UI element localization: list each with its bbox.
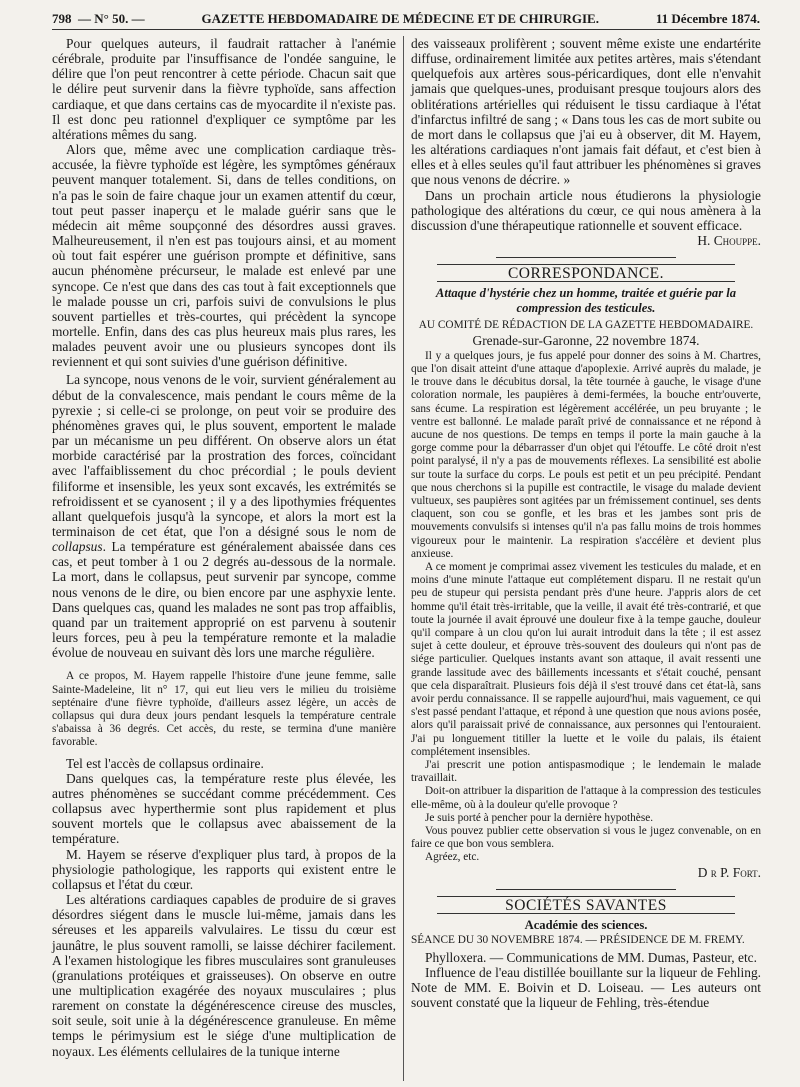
paragraph: Doit-on attribuer la disparition de l'attaque à la compression des testicules elle-même, où à la douleur qu'elle provoque ?: [411, 785, 761, 811]
section-heading-societes: SOCIÉTÉS SAVANTES: [437, 896, 735, 914]
signature: H. Chouppe.: [697, 233, 761, 249]
separator-rule: [496, 889, 676, 890]
paragraph: Il y a quelques jours, je fus appelé pour donner des soins à M. Chartres, que l'on disait atteint d'une attaque d'apoplexie. Arrivé auprès du malade, je le trouve dans le décubitus dorsal, la tête tournée à gauche, le visage d'une coloration normale, les paupières à demi-fermées, la bouche entr'ouverte, sans écume. La respiration est légèrement accélérée, un peu bruyante ; le ventre est ballonné. Le malade paraît privé de connaissance et ne répond à aucune de nos questions. De temps en temps il porte la main gauche à la gorge comme pour la débarrasser d'un objet qui l'étouffe. Le côté droit n'est point paralysé, il n'y a pas de mouvements réflexes. La sensibilité est abolie sur toute la surface du corps. Le pouls est petit et un peu précipité. Pendant que nous cherchons si la pupille est contractile, le visage du malade devient vultueux, ses paupières sont agitées par un frémissement continuel, ses dents claquent, son cou se gonfle, et les bras et les jambes sont pris de mouvements convulsifs si intenses qu'il n'a pas fallu moins de trois hommes vigoureux pour le maintenir. La respiration s'accélère et devient plus anxieuse.: [411, 349, 761, 560]
paragraph: Agréez, etc.: [425, 851, 480, 864]
letter-body: [411, 350, 761, 865]
addressee: AU COMITÉ DE RÉDACTION DE LA GAZETTE HEBDOMADAIRE.: [418, 319, 754, 332]
paragraph: Phylloxera. — Communications de MM. Dumas, Pasteur, etc.: [425, 949, 757, 965]
subsection-title: Académie des sciences.: [524, 917, 648, 932]
paragraph: J'ai prescrit une potion antispasmodique ; le lendemain le malade travaillait.: [411, 759, 761, 785]
article-title: Attaque d'hystérie chez un homme, traitée et guérie par la compression des testicules.: [435, 286, 737, 315]
section-heading-correspondance: CORRESPONDANCE.: [437, 264, 735, 282]
header-left: [52, 11, 145, 27]
paragraph: Je suis porté à pencher pour la dernière hypothèse.: [425, 811, 654, 824]
left-column: [52, 36, 396, 1059]
page-header: [52, 9, 760, 30]
paragraph: Dans quelques cas, la température reste plus élevée, les autres phénomènes se succédant comme précédemment. Ces collapsus avec hyperthermie sont plus rapidement et plus souvent mortels que le collapsus avec abaissement de la température.: [52, 770, 396, 847]
column-divider: [403, 36, 404, 1081]
signature: D r P. Fort.: [697, 864, 761, 880]
issue-date: 11 Décembre 1874.: [655, 11, 760, 26]
paragraph: La syncope, nous venons de le voir, survient généralement au début de la convalescence, mais pendant le cours même de la pyrexie ; si celle-ci se prolonge, on peut voir se produire des phénomènes graves qui, le plus souvent, emportent le malade par un mécanisme un peu différent. On observe alors un état morbide caractérisé par la prostration des forces, coïncidant avec l'affaiblissement du choc précordial ; le pouls devient filiforme et insensible, les yeux sont excavés, les extrémités se refroidissent et se cyanosent ; il y a des lipothymies fréquentes allant quelquefois jusqu'à la syncope, et alors la mort est la terminaison de cet état, que l'on a désigné sous le nom de collapsus. La température est généralement abaissée dans ces cas, et peut tomber à 1 ou 2 degrés au-dessous de la normale. La mort, dans le collapsus, peut survenir par syncope, comme nous venons de le dire, ou bien encore par une asphyxie lente. Dans quelques cas, quand les malades ne sont pas trop affaiblis, quand par un traitement approprié on est parvenu à soutenir leurs forces, peu à peu la température remonte et la maladie évolue de nouveau en suivant dès lors une marche régulière.: [52, 372, 396, 661]
separator-rule: [496, 257, 676, 258]
paragraph: Dans un prochain article nous étudierons la physiologie pathologique des altérations du cœur, ce qui nous amènera à la discussion d'une thérapeutique rationnelle et souvent efficace.: [411, 187, 761, 233]
paragraph: Pour quelques auteurs, il faudrait rattacher à l'anémie cérébrale, produite par l'insuffisance de l'ondée sanguine, le délire que l'on peut rencontrer à cette période. Chacun sait que le délire peut survenir dans la fièvre typhoïde, sans affection cardiaque, et que dans certains cas de myocardite il n'existe pas. Il est donc peu rationnel d'expliquer ce symptôme par les altérations mêmes du sang.: [52, 36, 396, 142]
paragraph: Les altérations cardiaques capables de produire de si graves désordres siégent dans le muscle lui-même, jamais dans les séreuses et les appareils valvulaires. Le tissu du cœur est jaunâtre, le plus souvent ramolli, se laisse déchirer facilement. A l'examen histologique les fibres musculaires sont granuleuses (granulations protéiques et graisseuses). On observe en outre une multiplication exagérée des noyaux musculaires ; plus rarement on constate la dégénérescence cireuse des muscles, soit seule, soit unie à la dégénérescence granuleuse. En même temps le périmysium est le siége d'une multiplication de noyaux. Les éléments cellulaires de la tunique interne: [52, 892, 396, 1059]
paragraph: Vous pouvez publier cette observation si vous le jugez convenable, on en faire ce que bon vous semblera.: [411, 825, 761, 851]
paragraph: Alors que, même avec une complication cardiaque très-accusée, la fièvre typhoïde est légère, les symptômes généraux peuvent manquer totalement. Si, dans de telles conditions, on n'a pas le soin de faire chaque jour un examen attentif du cœur, tout peut passer inaperçu et le malade guérir sans que le médecin ait même soupçonné des désordres aussi graves. Malheureusement, il n'en est pas toujours ainsi, et au moment où tout fait espérer une guérison prompte et définitive, sans aucun phénomène précurseur, le malade est enlevé par une syncope. Ce n'est que dans des cas tout à fait exceptionnels que le malade pousse un cri, parfois suivi de convulsions le plus souvent partielles et très-courtes, qui précèdent la syncope mortelle. Enfin, dans des cas plus heureux mais plus rares, les malades peuvent avoir une ou plusieurs syncopes dont ils reviennent et qui sont suivies d'une guérison définitive.: [52, 142, 396, 370]
session-line: SÉANCE DU 30 NOVEMBRE 1874. — PRÉSIDENCE DE M. FREMY.: [411, 934, 745, 947]
journal-title: GAZETTE HEBDOMADAIRE DE MÉDECINE ET DE CHIRURGIE.: [201, 11, 599, 26]
right-column: [411, 36, 761, 1010]
place-date: Grenade-sur-Garonne, 22 novembre 1874.: [472, 332, 700, 348]
issue-number: — N° 50. —: [78, 11, 145, 26]
paragraph: des vaisseaux prolifèrent ; souvent même existe une endartérite diffuse, ordinairement limitée aux petites artères, mais s'étendant quelquefois aux artères sous-péricardiques, dont elle n'envahit jamais que quelques-unes, produisant presque toujours alors des oblitérations artérielles qui réduisent le tissu cardiaque à l'état d'infarctus infiltré de sang ; « Dans tous les cas de mort subite ou de mort dans le collapsus que j'ai eu à observer, dit M. Hayem, les altérations cardiaques n'ont jamais fait défaut, et c'est bien à elles et à elles seules qu'il faut attribuer les phénomènes si graves que nous venons de décrire. »: [411, 36, 761, 188]
paragraph: A ce moment je comprimai assez vivement les testicules du malade, et en moins d'une minute l'attaque eut complétement disparu. Il ne restait qu'un peu de stupeur qui persista pendant près d'une heure. J'appris alors de cet homme qu'il était très-irritable, que la veille, il avait été très-contrarié, et que toute la journée il avait éprouvé une douleur fixe à la tempe gauche, douleur qu'il compare à un clou qu'on lui aurait introduit dans la tête ; il est assez sujet à cette douleur, et éprouve très-souvent des douleurs qui n'ont pas de siége particulier. Quelques instants avant son attaque, il avait ressenti une grande lassitude avec des bâillements incessants et s'était couché, pensant que cela disparaîtrait. Plusieurs fois déjà il s'est trouvé dans cet état-là, sans avoir perdu connaissance. Il se rappelle aujourd'hui, mais vaguement, ce qui s'est passé pendant l'attaque, et répond à une question que nous avions posée, alors qu'il paraissait privé de connaissance, aux personnes qui l'entouraient. J'ai pu longuement titiller la luette et le voile du palais, ils étaient complétement insensibles.: [411, 560, 761, 758]
paragraph: M. Hayem se réserve d'expliquer plus tard, à propos de la physiologie pathologique, les rapports qui existent entre le collapsus et l'état du cœur.: [52, 846, 396, 892]
page-number: 798: [52, 11, 72, 26]
paragraph: Tel est l'accès de collapsus ordinaire.: [66, 755, 264, 771]
paragraph: Influence de l'eau distillée bouillante sur la liqueur de Fehling. Note de MM. E. Boivin et D. Loiseau. — Les auteurs ont souvent constaté que la liqueur de Fehling, très-étendue: [411, 964, 761, 1011]
footnote-paragraph: A ce propos, M. Hayem rappelle l'histoire d'une jeune femme, salle Sainte-Madeleine, lit n° 17, qui eut lieu vers le milieu du troisième septénaire d'une fièvre typhoïde, d'ailleurs assez légère, un accès de collapsus qui dura deux jours pendant lesquels la température centrale s'abaissa à 36 degrés. Cet accès, du reste, se termina d'une manière favorable.: [52, 670, 396, 749]
